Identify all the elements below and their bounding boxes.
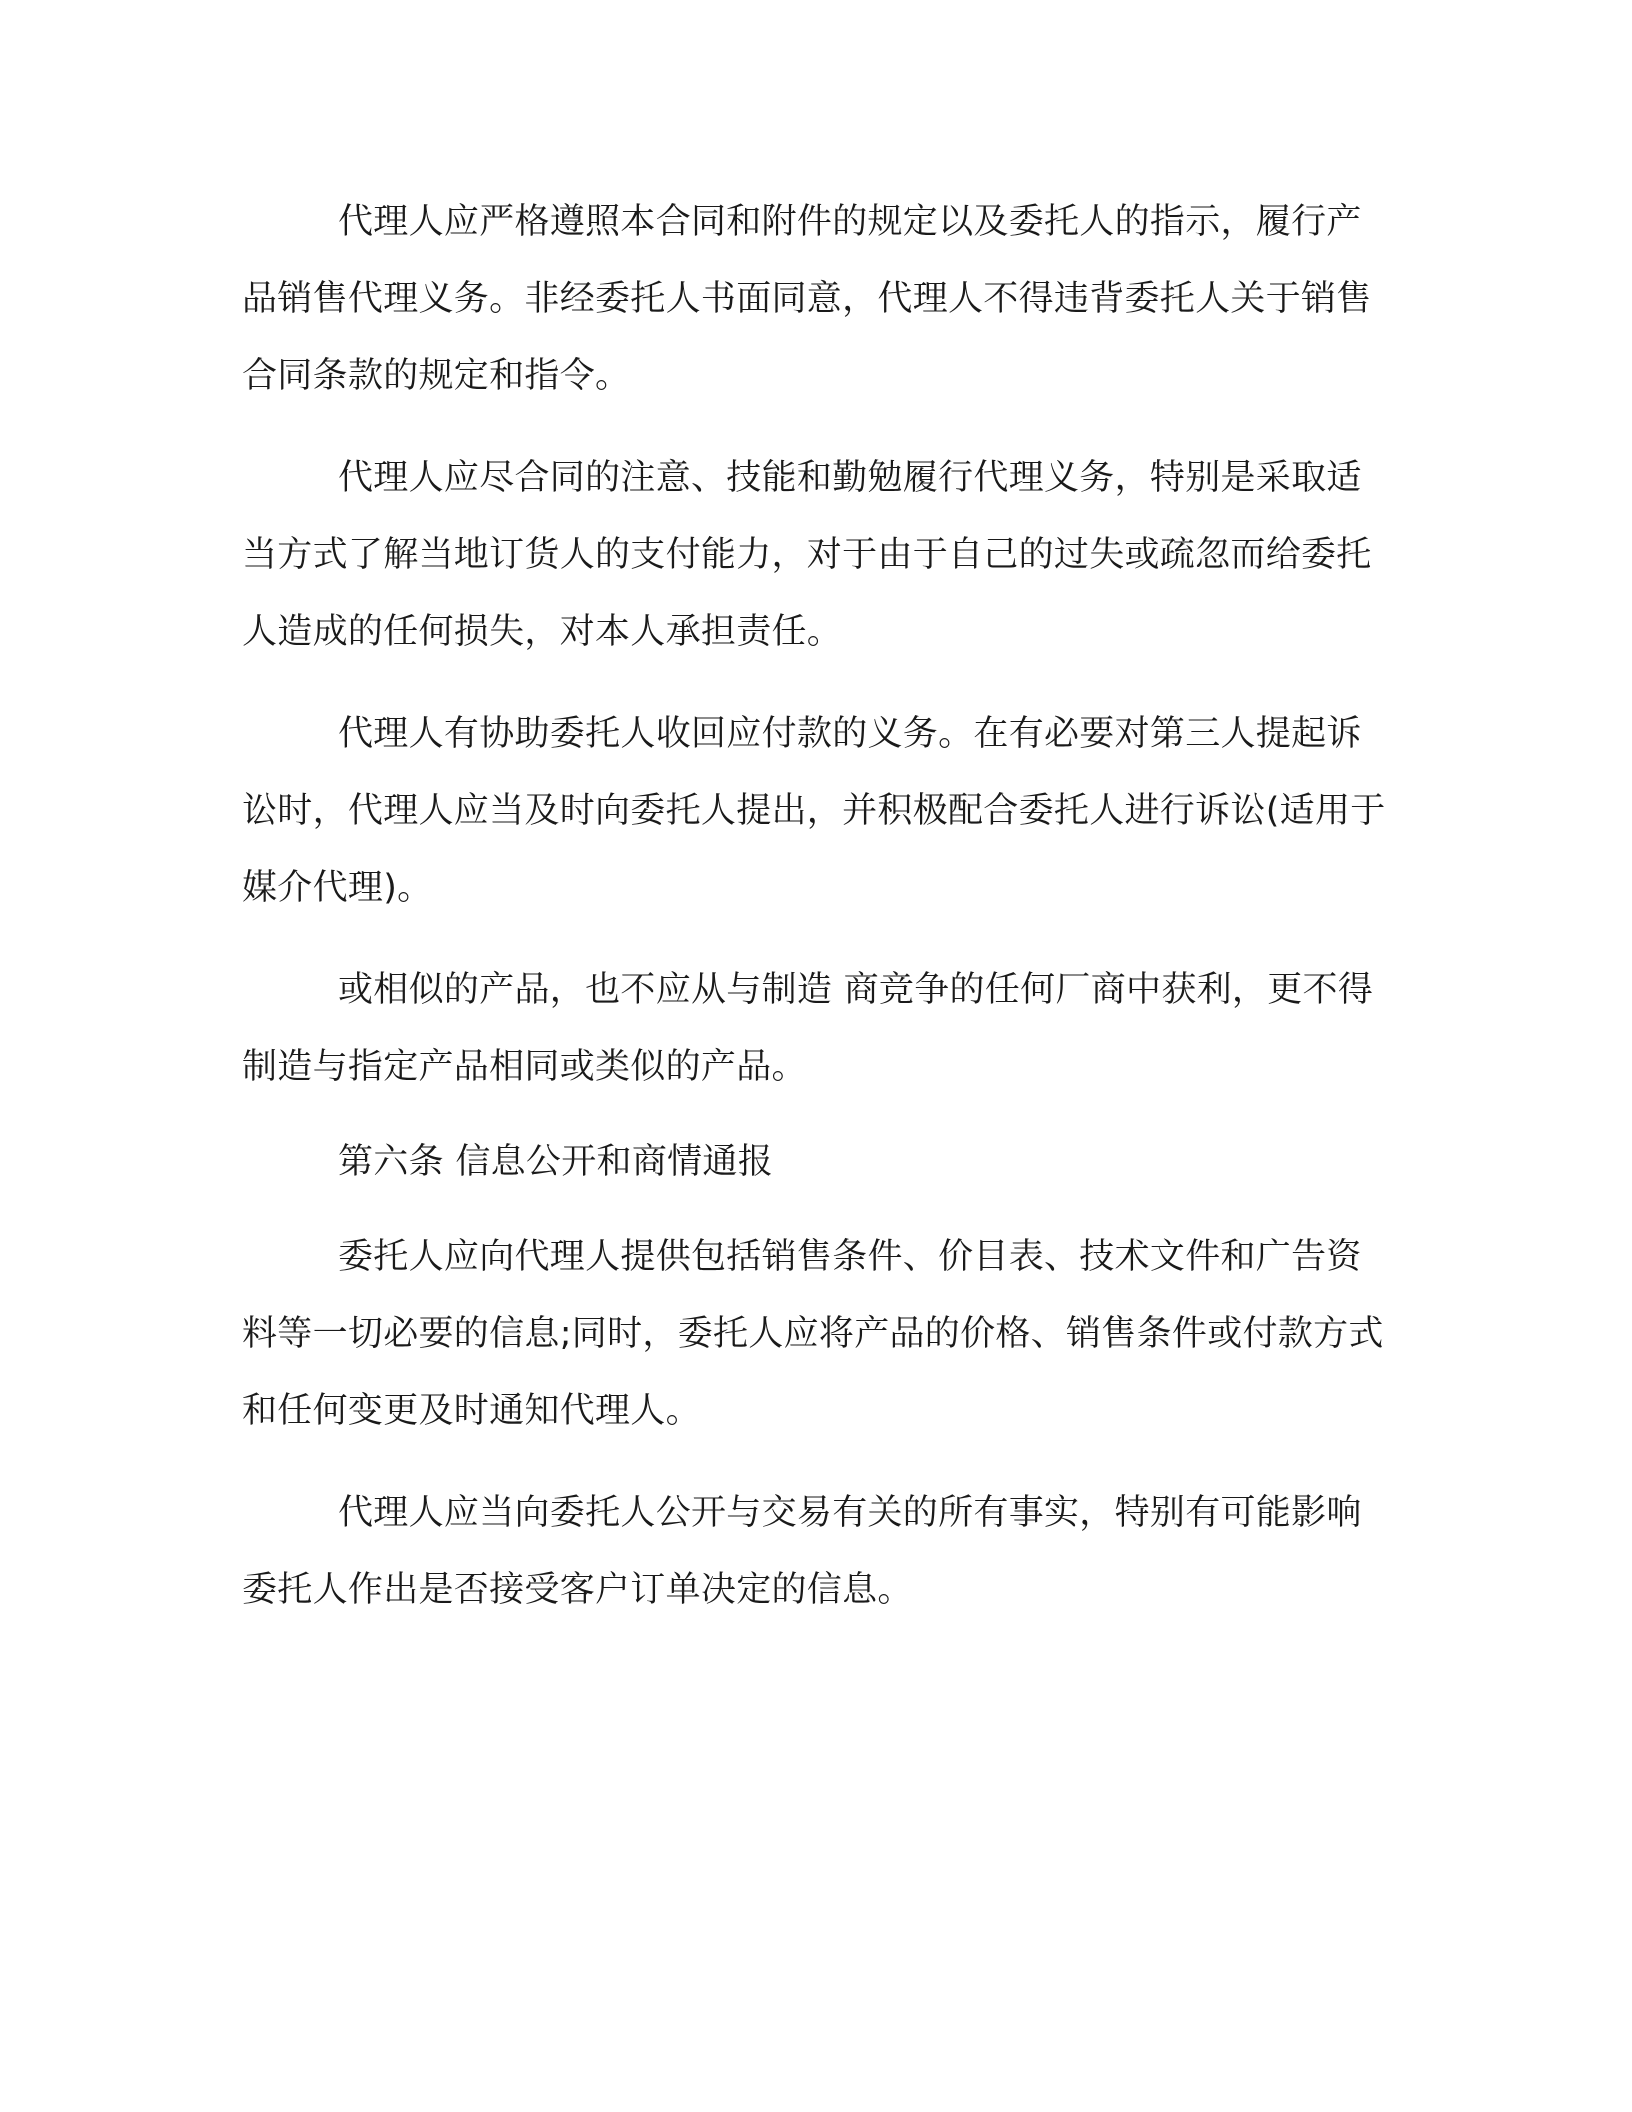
paragraph-agent-diligence: 代理人应尽合同的注意、技能和勤勉履行代理义务，特别是采取适当方式了解当地订货人的支付能力，对于由于自己的过失或疏忽而给委托人造成的任何损失，对本人承担责任。 bbox=[242, 458, 1372, 652]
paragraph-payment-collection: 代理人有协助委托人收回应付款的义务。在有必要对第三人提起诉讼时，代理人应当及时向委托人提出，并积极配合委托人进行诉讼(适用于媒介代理)。 bbox=[242, 714, 1386, 908]
paragraph-principal-information: 委托人应向代理人提供包括销售条件、价目表、技术文件和广告资料等一切必要的信息;同时，委托人应将产品的价格、销售条件或付款方式和任何变更及时通知代理人。 bbox=[242, 1237, 1384, 1431]
section-heading-article-6: 第六条 信息公开和商情通报 bbox=[338, 1142, 774, 1182]
document-body bbox=[242, 184, 1390, 1629]
paragraph-agent-obligations: 代理人应严格遵照本合同和附件的规定以及委托人的指示，履行产品销售代理义务。非经委托人书面同意，代理人不得违背委托人关于销售合同条款的规定和指令。 bbox=[242, 202, 1372, 396]
paragraph-agent-disclosure: 代理人应当向委托人公开与交易有关的所有事实，特别有可能影响委托人作出是否接受客户订单决定的信息。 bbox=[242, 1493, 1362, 1610]
paragraph-competing-products: 或相似的产品，也不应从与制造 商竞争的任何厂商中获利，更不得制造与指定产品相同或类似的产品。 bbox=[242, 970, 1374, 1087]
